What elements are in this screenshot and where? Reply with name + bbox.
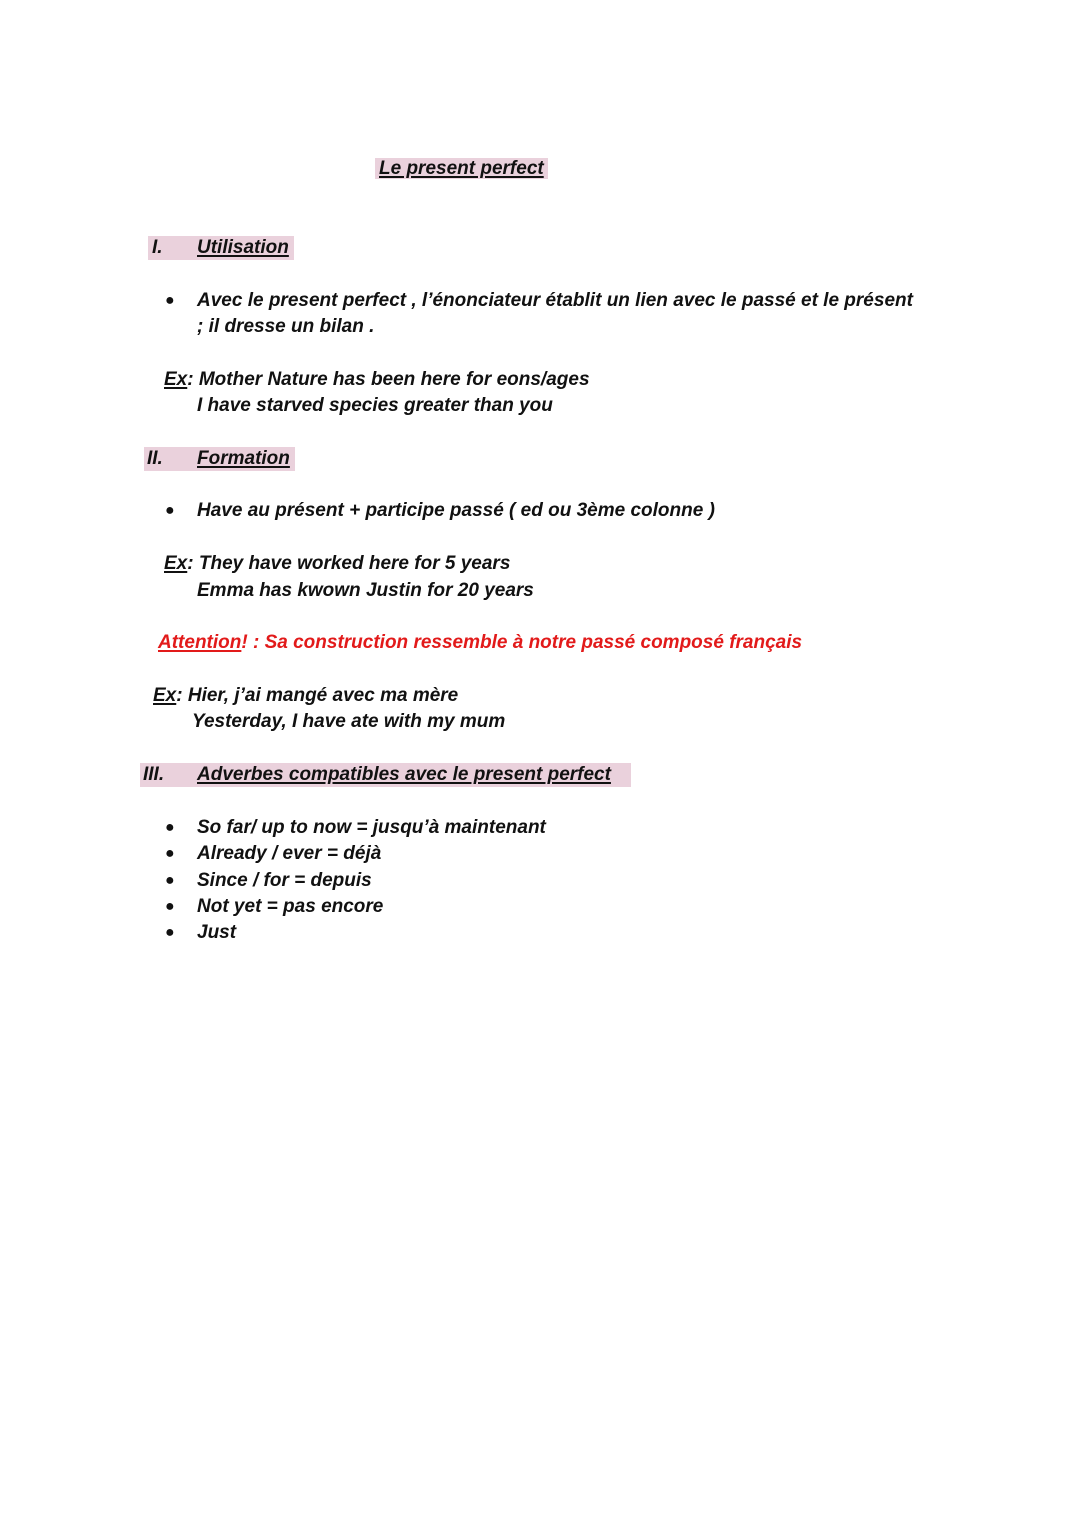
section-1-bullet-line2: ; il dresse un bilan .: [197, 316, 375, 337]
bullet-icon: ●: [165, 872, 175, 889]
section-1-example-line2: I have starved species greater than you: [197, 395, 553, 416]
page-title: Le present perfect: [375, 157, 548, 181]
bullet-icon: ●: [165, 845, 175, 862]
example-label: Ex: [164, 369, 188, 390]
adverb-item: Not yet = pas encore: [197, 896, 384, 917]
example-text: : They have worked here for 5 years: [187, 553, 511, 574]
section-2-numeral: II.: [147, 448, 163, 469]
section-3-heading: Adverbes compatibles avec le present perfect: [197, 764, 611, 785]
section-2-example2-line2: Yesterday, I have ate with my mum: [192, 711, 506, 732]
bullet-icon: ●: [165, 292, 175, 309]
bullet-icon: ●: [165, 924, 175, 941]
adverb-item: Already / ever = déjà: [197, 843, 382, 864]
section-2-example-line1: [164, 552, 510, 576]
section-2-example-line2: Emma has kwown Justin for 20 years: [197, 580, 534, 601]
attention-label: Attention: [158, 632, 242, 653]
section-1-heading: Utilisation: [197, 237, 289, 258]
adverb-item: So far/ up to now = jusqu’à maintenant: [197, 817, 546, 838]
example-label: Ex: [164, 553, 188, 574]
bullet-icon: ●: [165, 898, 175, 915]
section-1-numeral: I.: [152, 237, 163, 258]
example-label: Ex: [153, 685, 177, 706]
section-2-heading: Formation: [197, 448, 290, 469]
section-1-bullet-line1: Avec le present perfect , l’énonciateur établit un lien avec le passé et le présent: [197, 290, 913, 311]
section-1-example-line1: [164, 368, 590, 392]
section-2-example2-line1: [153, 684, 458, 708]
section-3-numeral: III.: [143, 764, 165, 785]
adverb-item: Since / for = depuis: [197, 870, 372, 891]
bullet-icon: ●: [165, 502, 175, 519]
attention-text: ! : Sa construction ressemble à notre passé composé français: [241, 632, 803, 653]
adverb-item: Just: [197, 922, 237, 943]
example-text: : Mother Nature has been here for eons/ages: [187, 369, 590, 390]
bullet-icon: ●: [165, 819, 175, 836]
section-2-bullet: Have au présent + participe passé ( ed ou 3ème colonne ): [197, 500, 715, 521]
example-text: : Hier, j’ai mangé avec ma mère: [176, 685, 459, 706]
attention-note: [158, 631, 802, 655]
